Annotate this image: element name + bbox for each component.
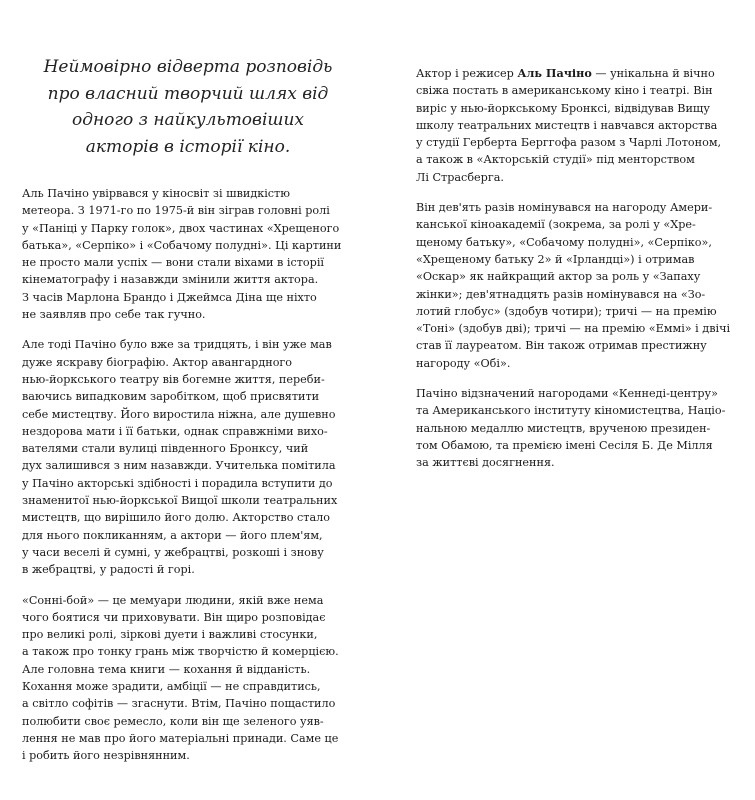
text-line: виріс у нью-йоркському Бронксі, відвідував Вищу [416, 101, 710, 115]
text-line: ваючись випадковим заробітком, щоб присвятити [22, 390, 320, 404]
paragraph-author-bio [416, 65, 732, 186]
text-line: нью-йоркського театру вів богемне життя, переби- [22, 372, 325, 386]
text-line: Але головна тема книги — кохання й відданість. [22, 662, 311, 676]
left-column [22, 0, 354, 778]
text-line: вателями стали вулиці південного Бронксу, чий [22, 442, 309, 456]
text-line: у студії Герберта Берггофа разом з Чарлі Лотоном, [416, 136, 722, 150]
text-line: Кохання може зрадити, амбіції — не справдитись, [22, 680, 321, 694]
tagline-line: Неймовірно відверта розповідь [43, 57, 333, 77]
text-fragment: Актор і режисер [416, 67, 518, 80]
text-line: Лі Страсберга. [416, 170, 504, 184]
text-line: щеному батьку», «Собачому полудні», «Серпіко», [416, 235, 712, 249]
text-line: у часи веселі й сумні, у жебрацтві, розкоші і знову [22, 545, 324, 559]
right-column [416, 0, 732, 485]
text-line: Аль Пачіно увірвався у кіносвіт зі швидкістю [22, 187, 290, 200]
text-line: кінематографу і назавжди змінили життя актора. [22, 273, 319, 287]
text-line: нальною медаллю мистецтв, врученою президен- [416, 421, 711, 435]
left-body [22, 185, 354, 765]
paragraph-intro [22, 185, 354, 323]
text-line: З часів Марлона Брандо і Джеймса Діна ще ніхто [22, 290, 317, 304]
text-line: не заявляв про себе так гучно. [22, 308, 206, 322]
text-line: мистецтв, що вирішило його долю. Акторство стало [22, 511, 330, 525]
text-line: лотий глобус» (здобув чотири); тричі — на премію [416, 304, 717, 318]
text-line: став її лауреатом. Він також отримав престижну [416, 339, 707, 353]
text-line: том Обамою, та премією імені Сесіля Б. Де Мілля [416, 438, 713, 452]
text-line: «Сонні-бой» — це мемуари людини, якій вже нема [22, 593, 324, 607]
text-line: у «Паніці у Парку голок», двох частинах «Хрещеного [22, 221, 340, 235]
text-line: нагороду «Обі». [416, 356, 511, 370]
text-line: «Оскар» як найкращий актор за роль у «Запаху [416, 270, 701, 284]
text-line: а також в «Акторській студії» під менторством [416, 153, 695, 167]
text-line: лення не мав про його матеріальні принади. Саме це [22, 731, 339, 745]
text-line: «Хрещеному батьку 2» й «Ірландці») і отримав [416, 252, 695, 266]
text-line: про великі ролі, зіркові дуети і важливі стосунки, [22, 628, 318, 642]
text-line: та Американського інституту кіномистецтва, Націо- [416, 404, 726, 418]
text-line [416, 65, 732, 82]
text-line: Але тоді Пачіно було вже за тридцять, і він уже мав [22, 338, 332, 352]
text-line: свіжа постать в американському кіно і театрі. Він [416, 84, 713, 98]
text-line: «Тоні» (здобув дві); тричі — на премію «Еммі» і двічі [416, 322, 731, 336]
text-line: знаменитої нью-йоркської Вищої школи театральних [22, 494, 338, 508]
text-line: в жебрацтві, у радості й горі. [22, 563, 195, 577]
text-line: дуже яскраву біографію. Актор авангардного [22, 355, 293, 369]
author-name: Аль Пачіно [517, 66, 592, 80]
text-line: а також про тонку грань між творчістю й комерцією. [22, 645, 339, 659]
tagline-line: про власний творчий шлях від [47, 83, 329, 104]
text-line: жінки»; дев'ятнадцять разів номінувався на «Зо- [416, 287, 706, 301]
text-line: не просто мали успіх — вони стали віхами в історії [22, 256, 324, 270]
text-line: полюбити своє ремесло, коли він ще зеленого уяв- [22, 714, 324, 728]
tagline-line: акторів в історії кіно. [85, 136, 291, 157]
text-line: Пачіно відзначений нагородами «Кеннеді-центру» [416, 387, 718, 401]
right-body [416, 65, 732, 472]
tagline [22, 54, 354, 160]
text-line: себе мистецтву. Його виростила ніжна, але душевно [22, 407, 336, 421]
text-line: Він дев'ять разів номінувався на нагороду Амери- [416, 201, 713, 215]
text-line: канської кіноакадемії (зокрема, за ролі у «Хре- [416, 218, 696, 232]
text-line: метеора. З 1971-го по 1975-й він зіграв головні ролі [22, 204, 330, 218]
text-fragment: — унікальна й вічно [591, 67, 715, 80]
text-line: дух залишився з ним назавжди. Учителька помітила [22, 459, 336, 473]
text-line: за життєві досягнення. [416, 456, 555, 470]
text-line: нездорова мати і її батьки, однак справжніми вихо- [22, 424, 328, 438]
paragraph-nominations [416, 199, 732, 372]
text-line: а світло софітів — згаснути. Втім, Пачіно пощастило [22, 697, 336, 711]
text-line: школу театральних мистецтв і навчався акторства [416, 118, 718, 132]
text-line: чого боятися чи приховувати. Він щиро розповідає [22, 610, 326, 624]
text-line: батька», «Серпіко» і «Собачому полудні». Ці картини [22, 238, 342, 252]
paragraph-memoir [22, 592, 354, 765]
text-line: у Пачіно акторські здібності і порадила вступити до [22, 476, 333, 490]
text-line: для нього покликанням, а актори — його плем'ям, [22, 528, 323, 542]
paragraph-biography [22, 336, 354, 578]
tagline-line: одного з найкультовіших [71, 110, 305, 130]
paragraph-awards [416, 385, 732, 471]
text-line: і робить його незрівнянним. [22, 749, 190, 763]
